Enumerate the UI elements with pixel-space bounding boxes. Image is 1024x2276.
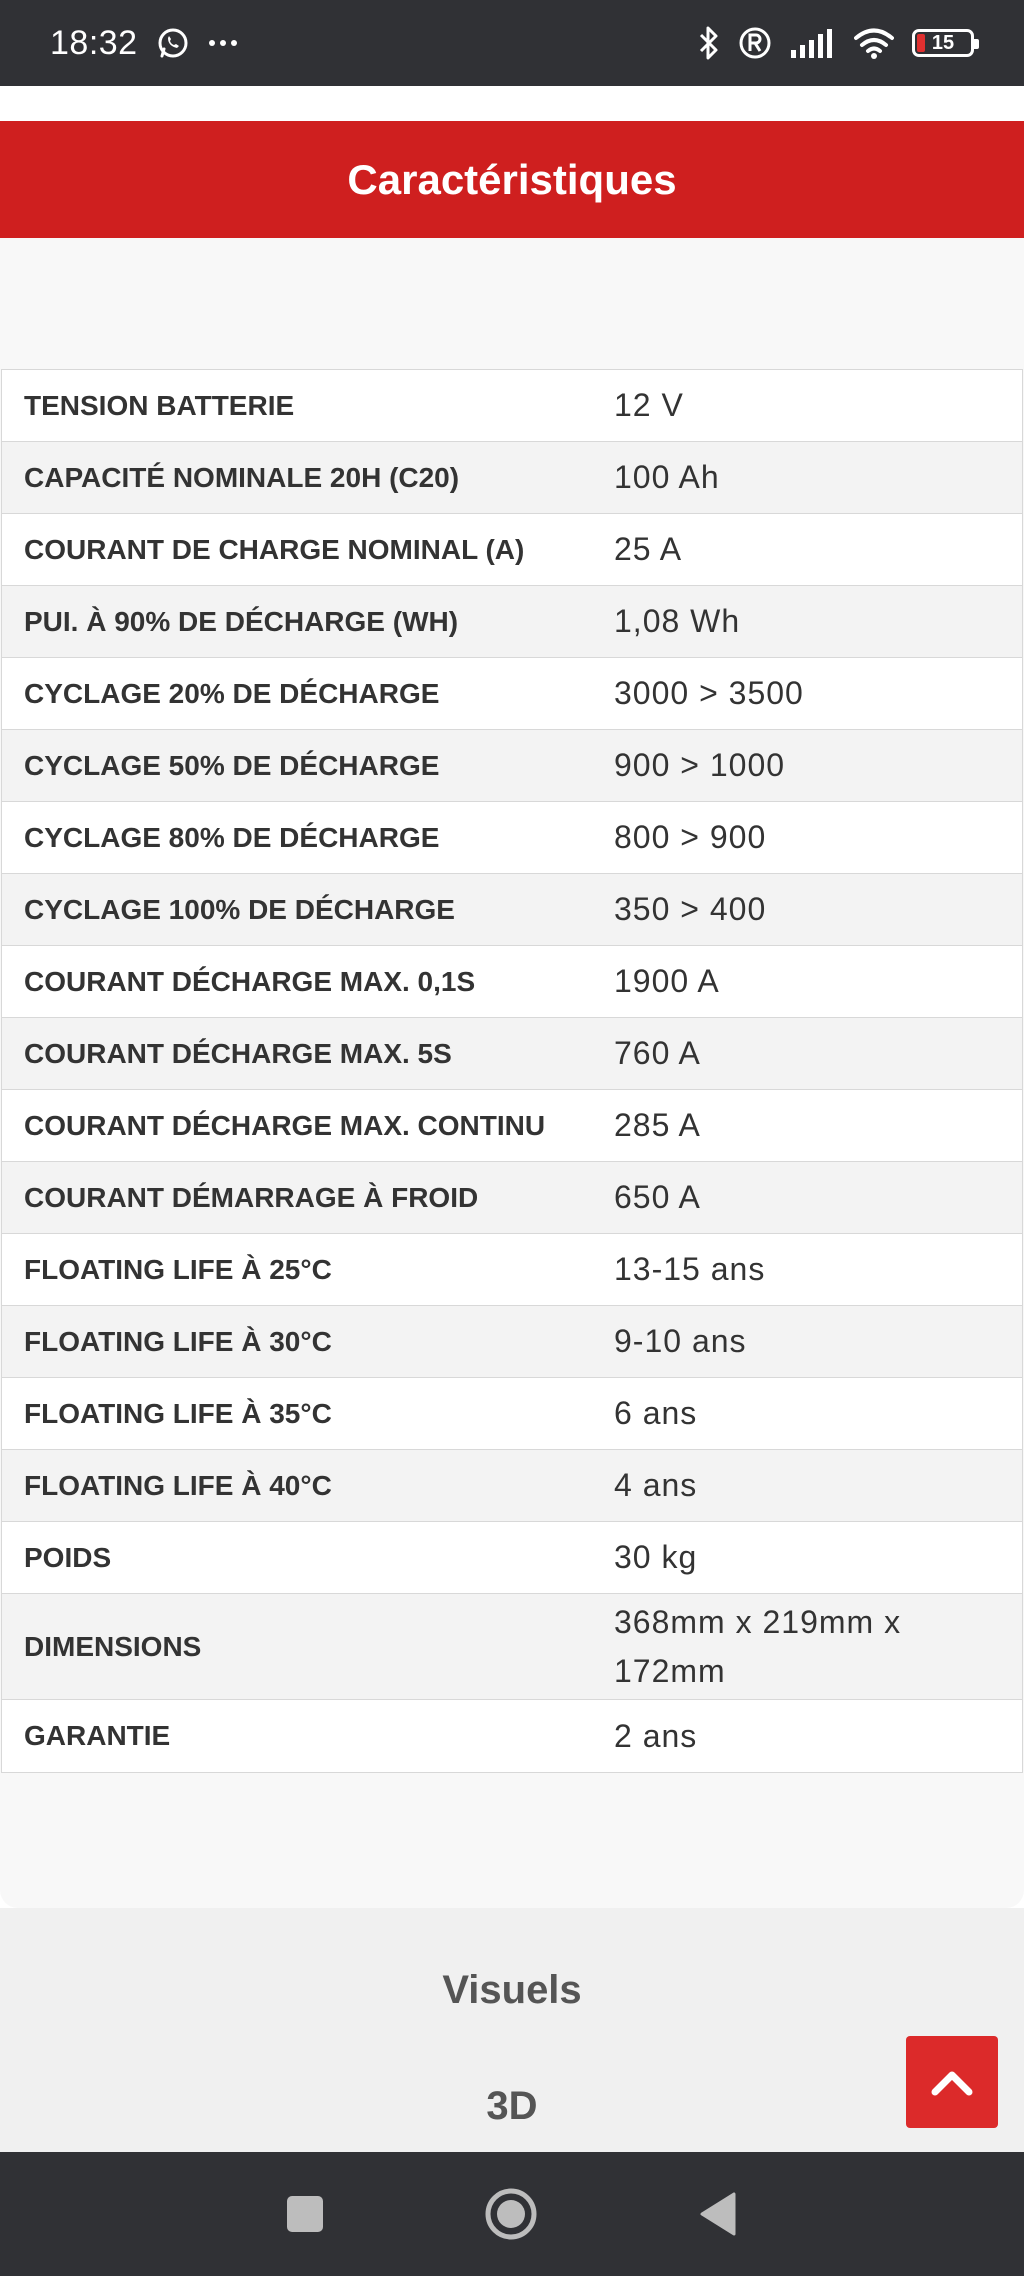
spec-label: CYCLAGE 80% DE DÉCHARGE <box>24 821 440 853</box>
spec-label: CYCLAGE 20% DE DÉCHARGE <box>24 677 440 709</box>
whatsapp-icon <box>156 26 190 60</box>
bluetooth-icon <box>698 25 720 61</box>
table-row <box>2 514 1022 586</box>
spec-value: 285 A <box>614 1107 701 1143</box>
signal-icon <box>790 28 836 58</box>
chevron-up-icon <box>930 2067 974 2097</box>
table-row <box>2 1018 1022 1090</box>
spec-value: 25 A <box>614 531 683 567</box>
spec-label: DIMENSIONS <box>24 1630 202 1662</box>
table-row <box>2 370 1022 442</box>
spec-value: 900 > 1000 <box>614 747 786 783</box>
spec-label: COURANT DÉCHARGE MAX. CONTINU <box>24 1109 546 1141</box>
page-content <box>0 86 1024 2152</box>
table-row <box>2 586 1022 658</box>
battery-icon <box>912 29 974 57</box>
spec-label: COURANT DÉMARRAGE À FROID <box>24 1181 479 1213</box>
recent-apps-icon[interactable] <box>286 2195 324 2233</box>
section-title[interactable] <box>0 121 1024 238</box>
spec-value: 368mm x 219mm x 172mm <box>614 1603 902 1689</box>
table-row <box>2 730 1022 802</box>
spec-value: 800 > 900 <box>614 819 767 855</box>
table-row <box>2 1162 1022 1234</box>
spec-label: COURANT DÉCHARGE MAX. 0,1S <box>24 965 476 997</box>
table-row <box>2 1306 1022 1378</box>
status-time: 18:32 <box>50 23 138 62</box>
home-icon[interactable] <box>484 2187 538 2241</box>
battery-fill <box>917 34 925 52</box>
spec-label: GARANTIE <box>24 1720 171 1751</box>
table-row <box>2 1594 1022 1700</box>
spec-label: FLOATING LIFE À 35°C <box>24 1397 332 1429</box>
table-row <box>2 946 1022 1018</box>
spec-label: TENSION BATTERIE <box>24 389 295 421</box>
nav-3d-link[interactable]: 3D <box>486 2084 538 2128</box>
spec-label: CYCLAGE 50% DE DÉCHARGE <box>24 749 440 781</box>
spec-label: POIDS <box>24 1541 112 1573</box>
specs-panel <box>0 238 1024 1908</box>
spec-value: 2 ans <box>614 1717 698 1754</box>
spec-label: CAPACITÉ NOMINALE 20H (C20) <box>24 461 460 493</box>
spec-value: 30 kg <box>614 1539 698 1575</box>
spec-label: FLOATING LIFE À 25°C <box>24 1253 332 1285</box>
spec-value: 1900 A <box>614 963 720 999</box>
table-row <box>2 658 1022 730</box>
spec-value: 13-15 ans <box>614 1251 766 1287</box>
more-dots-icon <box>208 38 238 48</box>
table-row <box>2 874 1022 946</box>
table-row <box>2 442 1022 514</box>
spec-value: 9-10 ans <box>614 1323 747 1359</box>
table-row <box>2 802 1022 874</box>
system-nav-bar <box>0 2152 1024 2276</box>
spec-label: CYCLAGE 100% DE DÉCHARGE <box>24 893 455 925</box>
back-icon[interactable] <box>698 2191 738 2237</box>
spec-label: FLOATING LIFE À 40°C <box>24 1469 332 1501</box>
spec-value: 3000 > 3500 <box>614 675 804 711</box>
spec-value: 100 Ah <box>614 459 720 495</box>
table-row <box>2 1378 1022 1450</box>
battery-level: 15 <box>931 31 955 54</box>
spec-value: 4 ans <box>614 1467 698 1503</box>
table-row <box>2 1090 1022 1162</box>
table-row <box>2 1700 1022 1772</box>
spec-value: 650 A <box>614 1179 701 1215</box>
section-nav <box>0 1908 1024 2152</box>
table-row <box>2 1450 1022 1522</box>
table-row <box>2 1522 1022 1594</box>
status-left <box>50 24 238 63</box>
table-row <box>2 1234 1022 1306</box>
spec-value: 760 A <box>614 1035 701 1071</box>
spec-value: 350 > 400 <box>614 891 767 927</box>
spec-label: COURANT DÉCHARGE MAX. 5S <box>24 1037 452 1069</box>
status-bar <box>0 0 1024 86</box>
nav-visuels-link[interactable]: Visuels <box>442 1968 582 2012</box>
scroll-to-top-button[interactable] <box>906 2036 998 2128</box>
spec-label: FLOATING LIFE À 30°C <box>24 1325 332 1357</box>
spec-label: COURANT DE CHARGE NOMINAL (A) <box>24 533 525 565</box>
spec-value: 12 V <box>614 387 684 423</box>
specs-table <box>1 369 1023 1773</box>
spec-value: 6 ans <box>614 1395 698 1431</box>
section-title-text: Caractéristiques <box>347 155 677 203</box>
wifi-icon <box>854 27 894 59</box>
spec-label: PUI. À 90% DE DÉCHARGE (WH) <box>24 605 459 637</box>
registered-icon <box>738 26 772 60</box>
status-right <box>698 25 974 61</box>
spec-value: 1,08 Wh <box>614 603 741 639</box>
